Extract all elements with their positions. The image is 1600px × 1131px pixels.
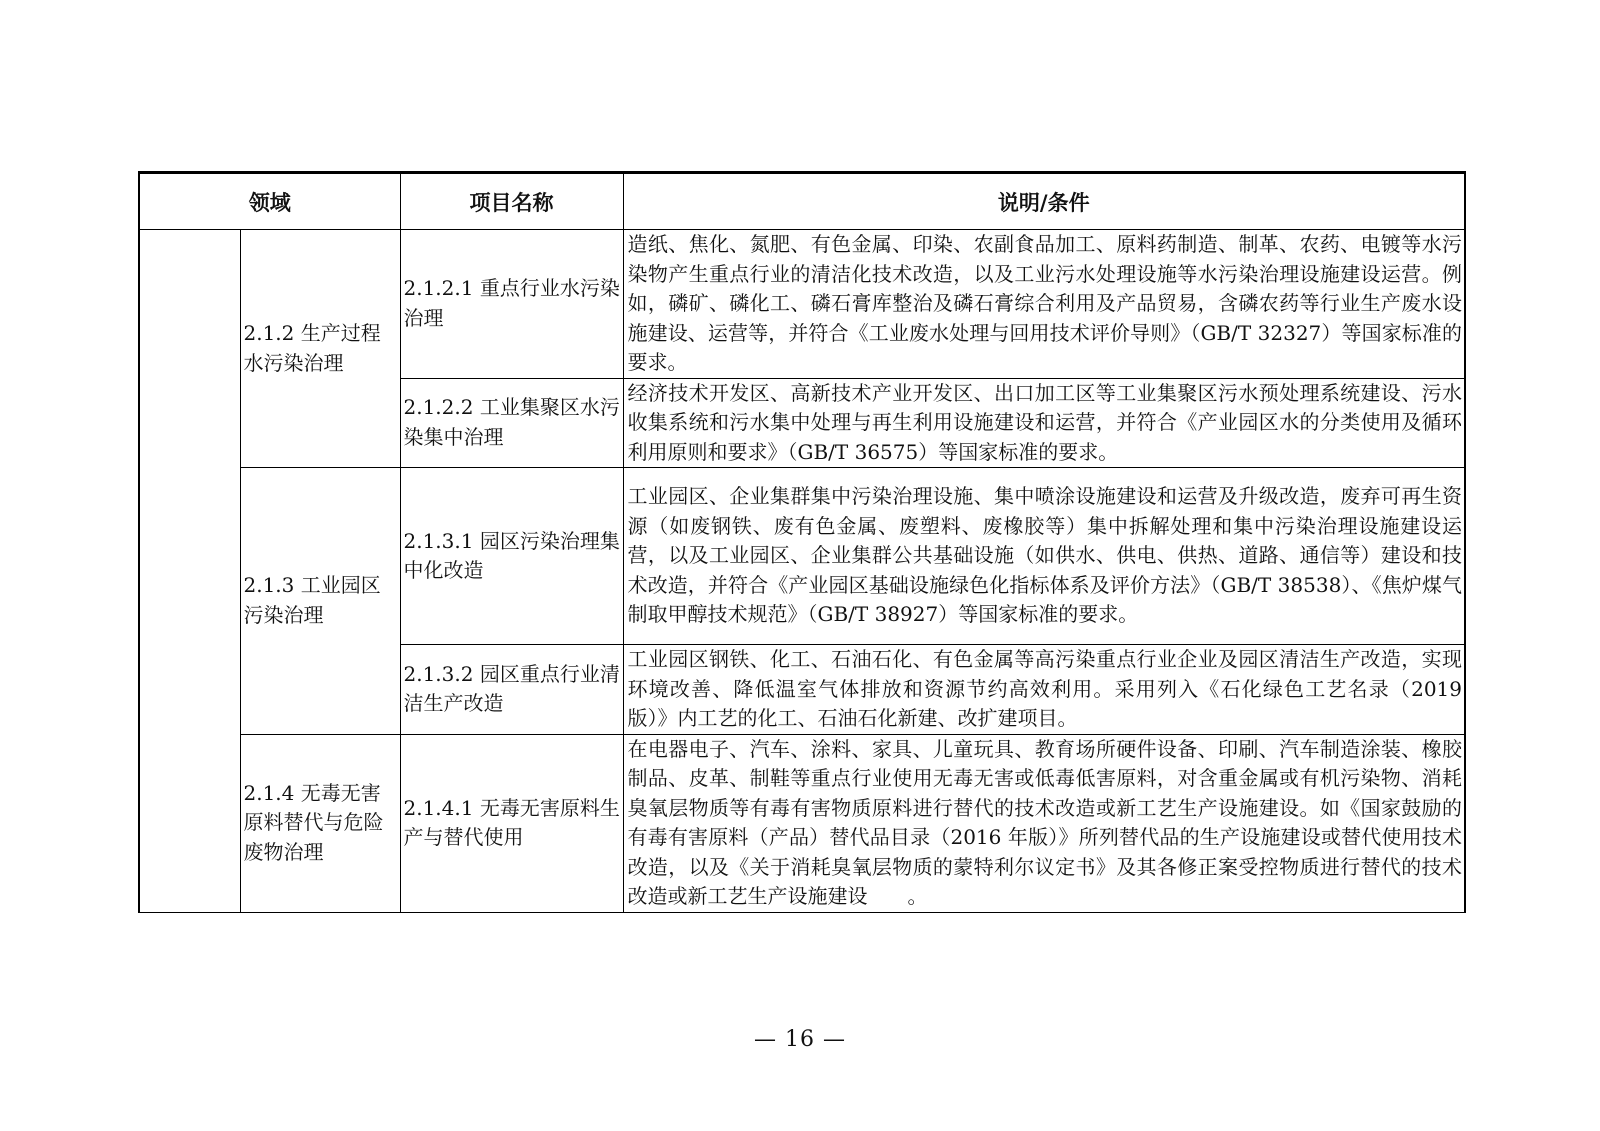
standards-table <box>138 171 1466 913</box>
item-name-cell: 2.1.2.2 工业集聚区水污染集中治理 <box>400 378 623 468</box>
table-row <box>139 230 1465 379</box>
sub-domain-cell: 2.1.4 无毒无害原料替代与危险废物治理 <box>240 734 400 912</box>
page-number: — 16 — <box>754 1027 846 1052</box>
item-description-cell: 工业园区钢铁、化工、石油石化、有色金属等高污染重点行业企业及园区清洁生产改造，实现环境改善、降低温室气体排放和资源节约高效利用。采用列入《石化绿色工艺名录（2019 版）》内工艺的化工、石油石化新建、改扩建项目。 <box>623 645 1465 735</box>
header-project-name: 项目名称 <box>400 173 623 230</box>
item-name-cell: 2.1.3.2 园区重点行业清洁生产改造 <box>400 645 623 735</box>
table-row <box>139 734 1465 912</box>
sub-domain-cell: 2.1.3 工业园区污染治理 <box>240 468 400 735</box>
domain-cell <box>139 230 240 913</box>
sub-domain-cell: 2.1.2 生产过程水污染治理 <box>240 230 400 468</box>
table-header-row <box>139 173 1465 230</box>
header-description: 说明/条件 <box>623 173 1465 230</box>
item-description-cell: 工业园区、企业集群集中污染治理设施、集中喷涂设施建设和运营及升级改造，废弃可再生资源（如废钢铁、废有色金属、废塑料、废橡胶等）集中拆解处理和集中污染治理设施建设运营，以及工业园区、企业集群公共基础设施（如供水、供电、供热、道路、通信等）建设和技术改造，并符合《产业园区基础设施绿色化指标体系及评价方法》（GB/T 38538）、《焦炉煤气制取甲醇技术规范》（GB/T 38927）等国家标准的要求。 <box>623 468 1465 645</box>
item-name-cell: 2.1.3.1 园区污染治理集中化改造 <box>400 468 623 645</box>
item-description-cell: 造纸、焦化、氮肥、有色金属、印染、农副食品加工、原料药制造、制革、农药、电镀等水污染物产生重点行业的清洁化技术改造，以及工业污水处理设施等水污染治理设施建设运营。例如，磷矿、磷化工、磷石膏库整治及磷石膏综合利用及产品贸易，含磷农药等行业生产废水设施建设、运营等，并符合《工业废水处理与回用技术评价导则》（GB/T 32327）等国家标准的要求。 <box>623 230 1465 379</box>
item-name-cell: 2.1.2.1 重点行业水污染治理 <box>400 230 623 379</box>
item-name-cell: 2.1.4.1 无毒无害原料生产与替代使用 <box>400 734 623 912</box>
item-description-cell: 在电器电子、汽车、涂料、家具、儿童玩具、教育场所硬件设备、印刷、汽车制造涂装、橡胶制品、皮革、制鞋等重点行业使用无毒无害或低毒低害原料，对含重金属或有机污染物、消耗臭氧层物质等有毒有害物质原料进行替代的技术改造或新工艺生产设施建设。如《国家鼓励的有毒有害原料（产品）替代品目录（2016 年版）》所列替代品的生产设施建设或替代使用技术改造，以及《关于消耗臭氧层物质的蒙特利尔议定书》及其各修正案受控物质进行替代的技术改造或新工艺生产设施建设 。 <box>623 734 1465 912</box>
header-domain: 领域 <box>139 173 400 230</box>
table-row <box>139 468 1465 645</box>
item-description-cell: 经济技术开发区、高新技术产业开发区、出口加工区等工业集聚区污水预处理系统建设、污水收集系统和污水集中处理与再生利用设施建设和运营，并符合《产业园区水的分类使用及循环利用原则和要求》（GB/T 36575）等国家标准的要求。 <box>623 378 1465 468</box>
